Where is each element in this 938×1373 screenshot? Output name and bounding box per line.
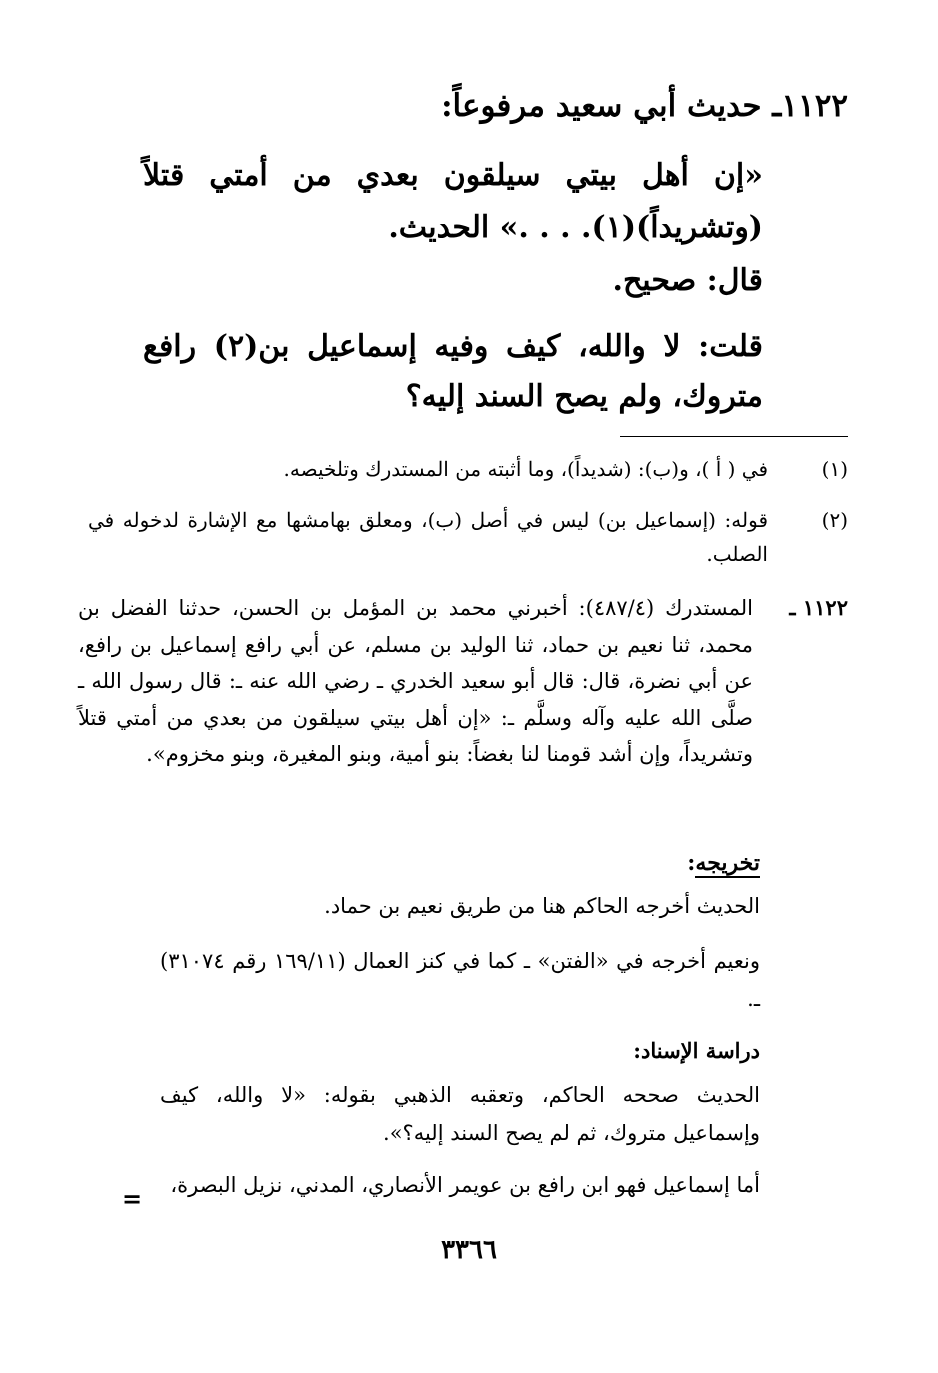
dirasa-heading: دراسة الإسناد: (633, 1038, 760, 1063)
footnote-2 (88, 503, 848, 571)
takhrij-paragraph-1: الحديث أخرجه الحاكم هنا من طريق نعيم بن حماد. (324, 894, 760, 918)
footnote-text: قوله: (إسماعيل بن) ليس في أصل (ب)، ومعلق بهامشها مع الإشارة لدخوله في الصلب. (88, 508, 768, 566)
takhrij-heading-colon: : (687, 850, 696, 876)
takhrij-heading-word: تخريجه (695, 850, 760, 876)
dirasa-paragraph-1: الحديث صححه الحاكم، وتعقبه الذهبي بقوله: «لا والله، كيف وإسماعيل متروك، ثم لم يصح السند إليه؟». (160, 1083, 760, 1145)
footnote-number: (٢) (821, 508, 848, 532)
footnote-number: (١) (821, 457, 848, 481)
entry-text: المستدرك (٤٨٧/٤): أخبرني محمد بن المؤمل بن الحسن، حدثنا الفضل بن محمد، ثنا نعيم بن حماد، ثنا الوليد بن مسلم، عن أبي رافع إسماعيل بن رافع، عن أبي نضرة، قال: قال أبو سعيد الخدري ـ رضي الله عنه ـ: قال رسول الله ـ صلَّى الله عليه وآله وسلَّم ـ: «إن أهل بيتي سيلقون من بعدي من أمتي قتلاً وتشريداً، وإن أشد قومنا لنا بغضاً: بنو أمية، وبنو المغيرة، وبنو مخزوم». (78, 596, 753, 766)
takhrij-paragraph-2: ونعيم أخرجه في «الفتن» ـ كما في كنز العمال (١٦٩/١١ رقم ٣١٠٧٤) ـ. (160, 949, 760, 1011)
commentary-entry (78, 590, 848, 773)
hakim-verdict: قال: صحيح. (612, 263, 763, 298)
dirasa-paragraph-2: أما إسماعيل فهو ابن رافع بن عويمر الأنصاري، المدني، نزيل البصرة، (170, 1173, 760, 1197)
continuation-mark: = (122, 1184, 143, 1213)
hadith-header: ١١٢٢ـ حديث أبي سعيد مرفوعاً: (441, 88, 848, 124)
hadith-quote: «إن أهل بيتي سيلقون بعدي من أمتي قتلاً (وتشريداً)(١). . . .» الحديث. (143, 158, 763, 245)
entry-number: ١١٢٢ ـ (789, 595, 848, 620)
takhrij-heading (687, 846, 760, 880)
dhahabi-remark: قلت: لا والله، كيف وفيه إسماعيل بن(٢) رافع متروك، ولم يصح السند إليه؟ (143, 329, 763, 414)
footnote-1 (88, 452, 848, 486)
footnote-separator (620, 436, 848, 437)
footnote-text: في ( أ )، و(ب): (شديداً)، وما أثبته من المستدرك وتلخيصه. (283, 457, 768, 481)
page-number: ٣٣٦٦ (441, 1235, 497, 1265)
